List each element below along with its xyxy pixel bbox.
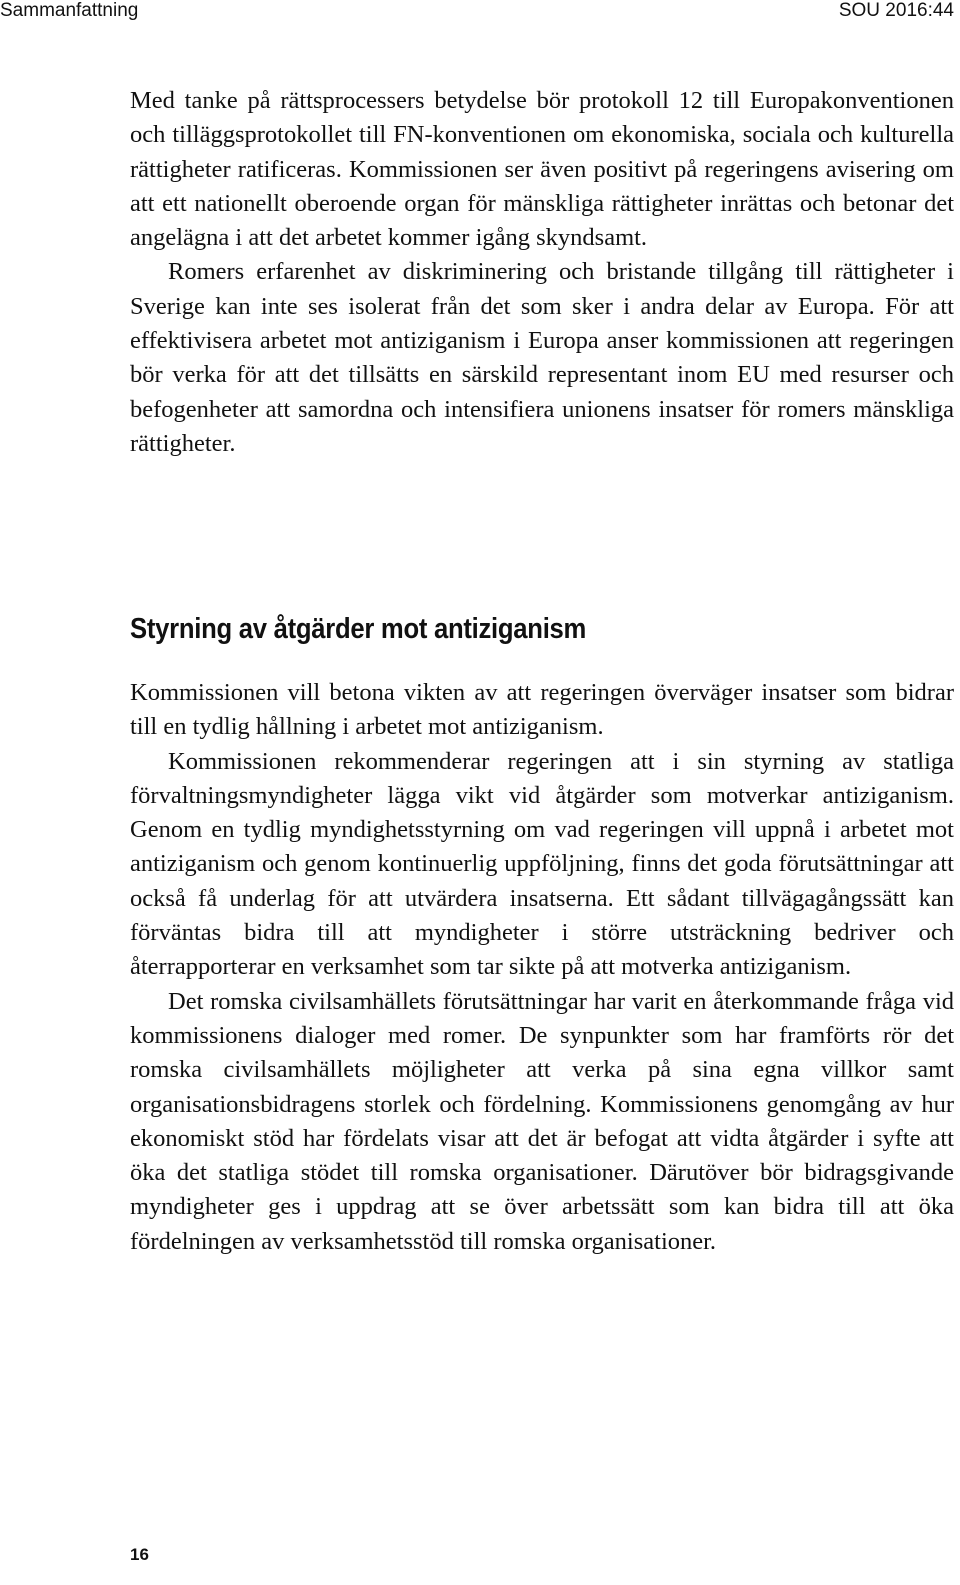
top-text-block	[130, 84, 954, 461]
section-title: Sammanfattning	[0, 0, 139, 21]
running-header	[0, 0, 954, 22]
section-heading: Styrning av åtgärder mot antiziganism	[130, 613, 587, 645]
body-paragraph: Romers erfarenhet av diskriminering och bristande tillgång till rättigheter i Sverige kan inte ses isolerat från det som sker i andra delar av Europa. För att effektivisera arbetet mot antiziganism i Europa anser kommissionen att regeringen bör verka för att det tillsätts en särskild representant inom EU med resurser och befogenheter att samordna och intensifiera unionens insatser för romers mänskliga rättigheter.	[130, 258, 954, 457]
body-paragraph: Kommissionen rekommenderar regeringen att i sin styrning av statliga förvaltningsmyndigheter lägga vikt vid åtgärder som motverkar antiziganism. Genom en tydlig myndighetsstyrning om vad regeringen vill uppnå i arbetet mot antiziganism och genom kontinuerlig uppföljning, finns det goda förutsättningar att också få underlag för att utvärdera insatserna. Ett sådant tillvägagångssätt kan förväntas bidra till att myndigheter i större utsträckning bedriver och återrapporterar en verksamhet som tar sikte på att motverka antiziganism.	[130, 747, 954, 981]
page-number: 16	[130, 1545, 149, 1564]
body-paragraph: Kommissionen vill betona vikten av att regeringen överväger insatser som bidrar till en tydlig hållning i arbetet mot antiziganism.	[130, 679, 954, 741]
body-paragraph: Med tanke på rättsprocessers betydelse bör protokoll 12 till Europakonventionen och tilläggsprotokollet till FN-konventionen om ekonomiska, sociala och kulturella rättigheter ratificeras. Kommissionen ser även positivt på regeringens avisering om att ett nationellt oberoende organ för mänskliga rättigheter inrättas och betonar det angelägna i att det arbetet kommer igång skyndsamt.	[130, 87, 954, 252]
body-paragraph: Det romska civilsamhällets förutsättningar har varit en återkommande fråga vid kommissionens dialoger med romer. De synpunkter som har framförts rör det romska civilsamhällets möjligheter att verka på sina egna villkor samt organisationsbidragens storlek och fördelning. Kommissionens genomgång av hur ekonomiskt stöd har fördelats visar att det är befogat att vidta åtgärder i syfte att öka det statliga stödet till romska organisationer. Därutöver bör bidragsgivande myndigheter ges i uppdrag att se över arbetssätt som kan bidra till att öka fördelningen av verksamhetsstöd till romska organisationer.	[130, 987, 954, 1255]
bottom-text-block	[130, 676, 954, 1259]
report-id: SOU 2016:44	[838, 0, 954, 21]
